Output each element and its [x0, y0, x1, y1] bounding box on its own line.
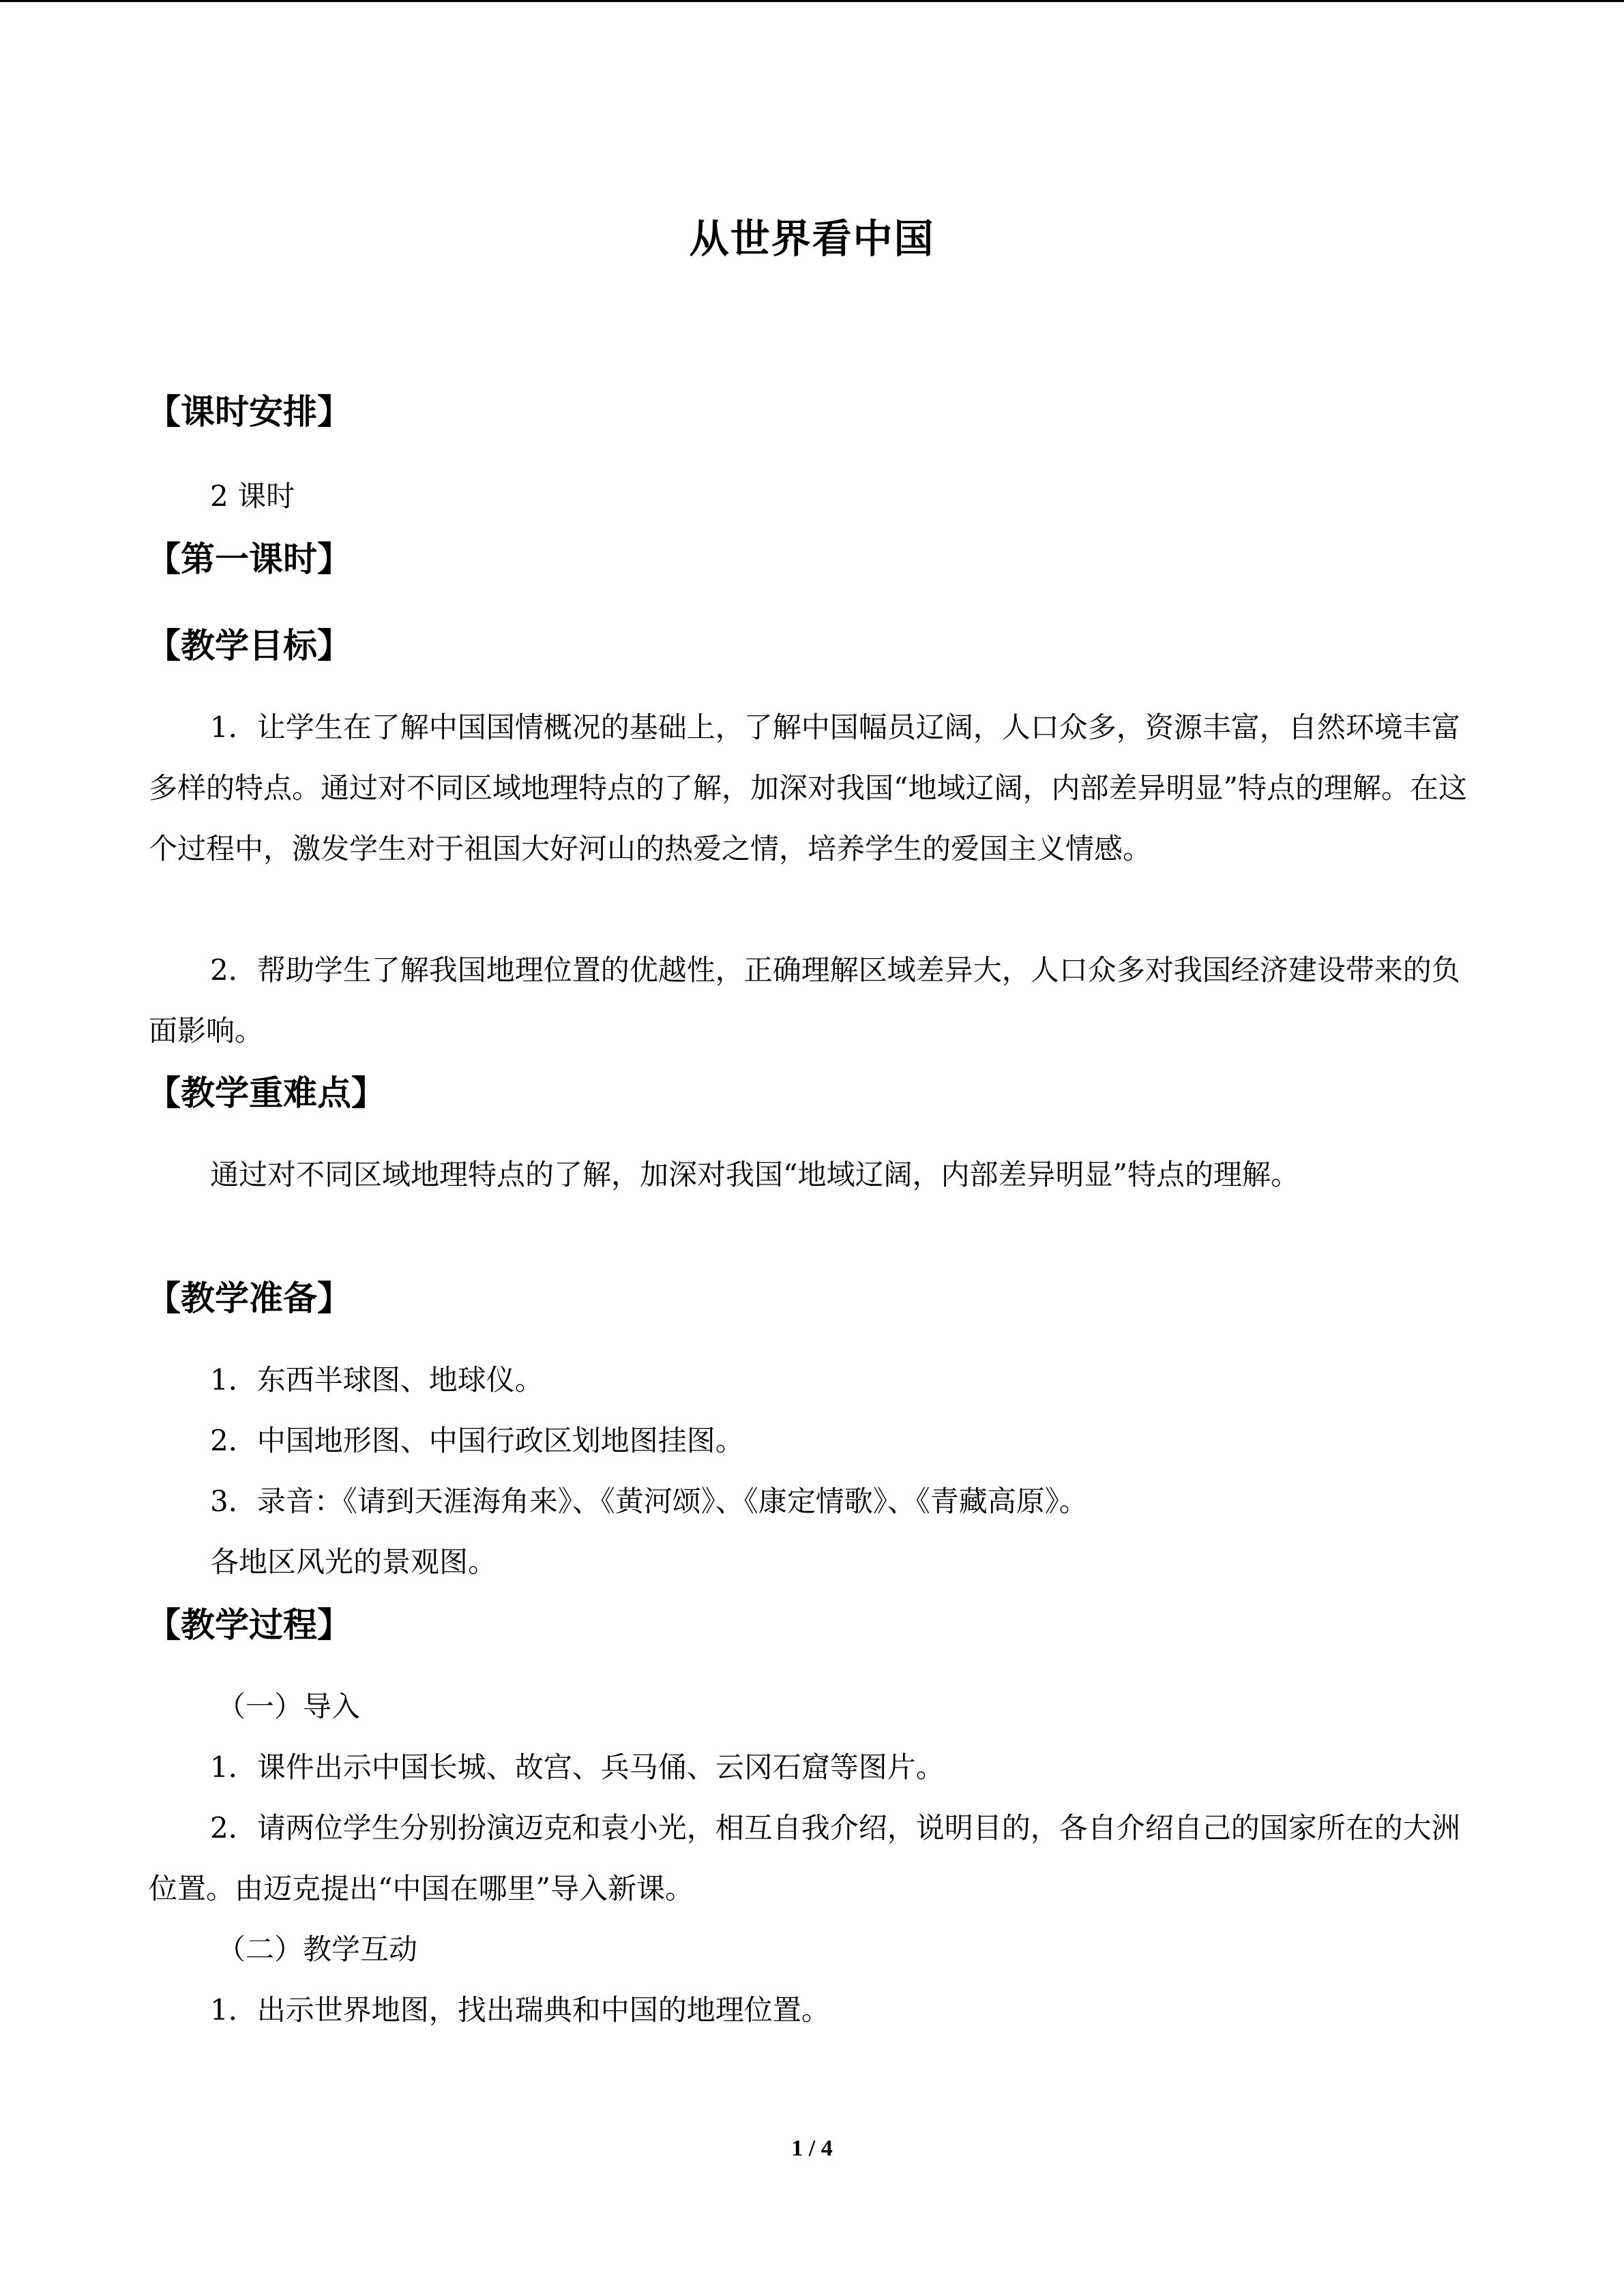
key-points-text: 通过对不同区域地理特点的了解，加深对我国“地域辽阔，内部差异明显”特点的理解。 — [210, 1158, 1299, 1191]
heading-preparation: 【教学准备】 — [147, 1279, 351, 1318]
process-part-one: （一）导入 — [217, 1690, 361, 1723]
heading-schedule: 【课时安排】 — [147, 392, 351, 432]
heading-objectives: 【教学目标】 — [147, 626, 351, 666]
preparation-item-4: 各地区风光的景观图。 — [210, 1545, 497, 1579]
process-part-two: （二）教学互动 — [217, 1933, 418, 1966]
top-border-line — [0, 0, 1624, 2]
page-number: 1 / 4 — [791, 2136, 833, 2161]
objective-item-2: 2．帮助学生了解我国地理位置的优越性，正确理解区域差异大，人口众多对我国经济建设带来的负面影响。 — [149, 953, 1460, 1047]
document-title: 从世界看中国 — [689, 215, 935, 262]
schedule-text: 2 课时 — [210, 479, 295, 513]
heading-key-points: 【教学重难点】 — [147, 1073, 385, 1113]
heading-process: 【教学过程】 — [147, 1605, 351, 1645]
preparation-item-1: 1．东西半球图、地球仪。 — [210, 1363, 544, 1397]
process-part-one-item-1: 1．课件出示中国长城、故宫、兵马俑、云冈石窟等图片。 — [210, 1750, 945, 1784]
process-part-two-item-1: 1．出示世界地图，找出瑞典和中国的地理位置。 — [210, 1993, 830, 2027]
preparation-item-2: 2．中国地形图、中国行政区划地图挂图。 — [210, 1424, 744, 1457]
objective-item-1: 1．让学生在了解中国国情概况的基础上，了解中国幅员辽阔，人口众多，资源丰富，自然环境丰富多样的特点。通过对不同区域地理特点的了解，加深对我国“地域辽阔，内部差异明显”特点的理解。在这个过程中，激发学生对于祖国大好河山的热爱之情，培养学生的爱国主义情感。 — [149, 711, 1467, 865]
heading-lesson-one: 【第一课时】 — [147, 539, 351, 579]
process-part-one-item-2: 2．请两位学生分别扮演迈克和袁小光，相互自我介绍，说明目的，各自介绍自己的国家所在的大洲位置。由迈克提出“中国在哪里”导入新课。 — [149, 1811, 1460, 1905]
preparation-item-3: 3．录音：《请到天涯海角来》、《黄河颂》、《康定情歌》、《青藏高原》。 — [210, 1485, 1088, 1518]
